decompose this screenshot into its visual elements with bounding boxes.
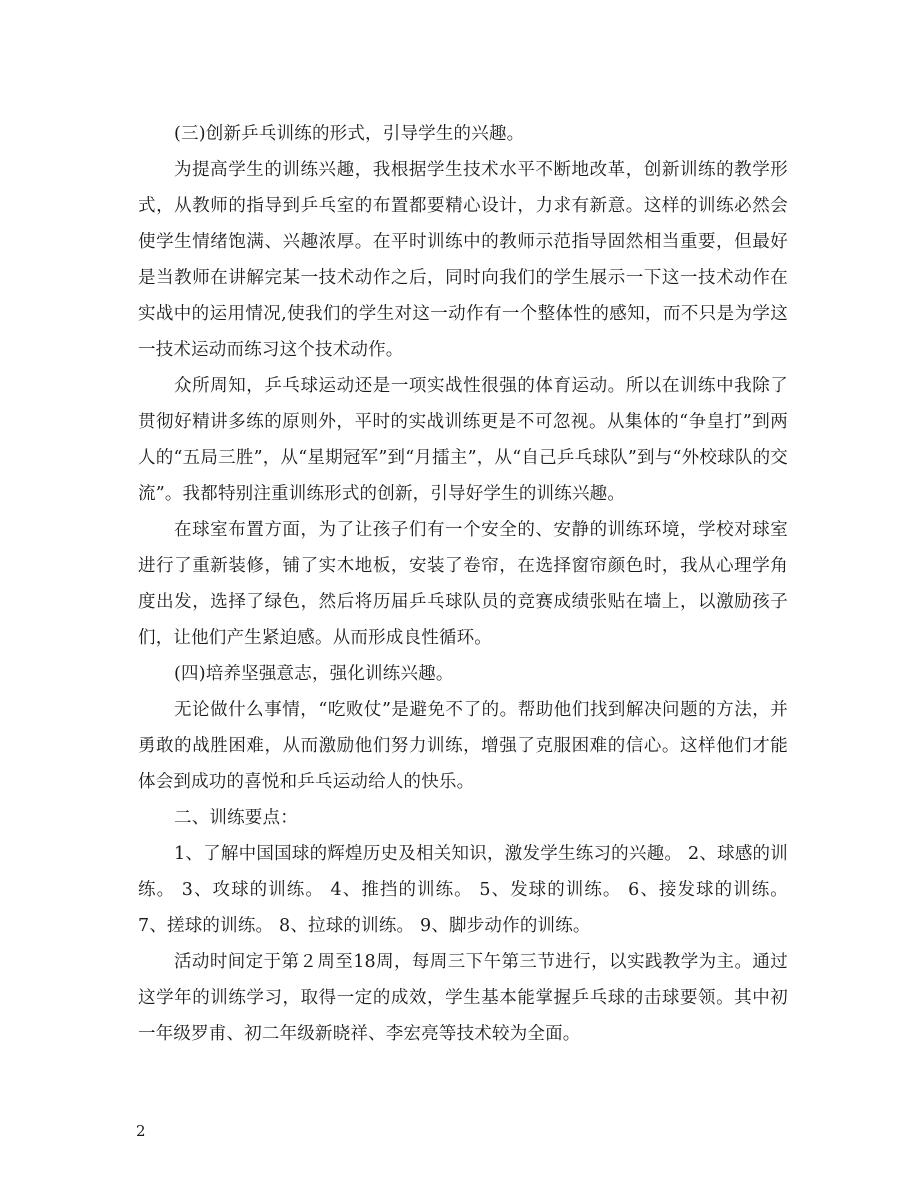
document-body <box>138 116 788 1052</box>
page-number: 2 <box>136 1122 146 1140</box>
paragraph: 为提高学生的训练兴趣，我根据学生技术水平不断地改革，创新训练的教学形式，从教师的指导到乒乓室的布置都要精心设计，力求有新意。这样的训练必然会使学生情绪饱满、兴趣浓厚。在平时训练中的教师示范指导固然相当重要，但最好是当教师在讲解完某一技术动作之后，同时向我们的学生展示一下这一技术动作在实战中的运用情况,使我们的学生对这一动作有一个整体性的感知，而不只是为学这一技术运动而练习这个技术动作。 <box>138 160 788 360</box>
section-heading-3: (三)创新乒乓训练的形式，引导学生的兴趣。 <box>174 124 525 144</box>
section-heading-4: (四)培养坚强意志，强化训练兴趣。 <box>174 664 454 684</box>
paragraph: 众所周知，乒乓球运动还是一项实战性很强的体育运动。所以在训练中我除了贯彻好精讲多练的原则外，平时的实战训练更是不可忽视。从集体的“争皇打”到两人的“五局三胜”，从“星期冠军”到“月擂主”，从“自己乒乓球队”到与“外校球队的交流”。我都特别注重训练形式的创新，引导好学生的训练兴趣。 <box>138 376 788 504</box>
section-heading-training-points: 二、训练要点： <box>174 808 298 828</box>
paragraph: 在球室布置方面，为了让孩子们有一个安全的、安静的训练环境，学校对球室进行了重新装修，铺了实木地板，安装了卷帘，在选择窗帘颜色时，我从心理学角度出发，选择了绿色，然后将历届乒乓球队员的竞赛成绩张贴在墙上，以激励孩子们，让他们产生紧迫感。从而形成良性循环。 <box>138 520 788 648</box>
paragraph: 1、了解中国国球的辉煌历史及相关知识，激发学生练习的兴趣。 2、球感的训练。 3、攻球的训练。 4、推挡的训练。 5、发球的训练。 6、接发球的训练。 7、搓球的训练。 8、拉球的训练。 9、脚步动作的训练。 <box>138 844 788 936</box>
paragraph: 无论做什么事情，“吃败仗”是避免不了的。帮助他们找到解决问题的方法，并勇敢的战胜困难，从而激励他们努力训练，增强了克服困难的信心。这样他们才能体会到成功的喜悦和乒乓运动给人的快乐。 <box>138 700 788 792</box>
paragraph: 活动时间定于第２周至18周，每周三下午第三节进行，以实践教学为主。通过这学年的训练学习，取得一定的成效，学生基本能掌握乒乓球的击球要领。其中初一年级罗甫、初二年级新晓祥、李宏亮等技术较为全面。 <box>138 952 788 1044</box>
